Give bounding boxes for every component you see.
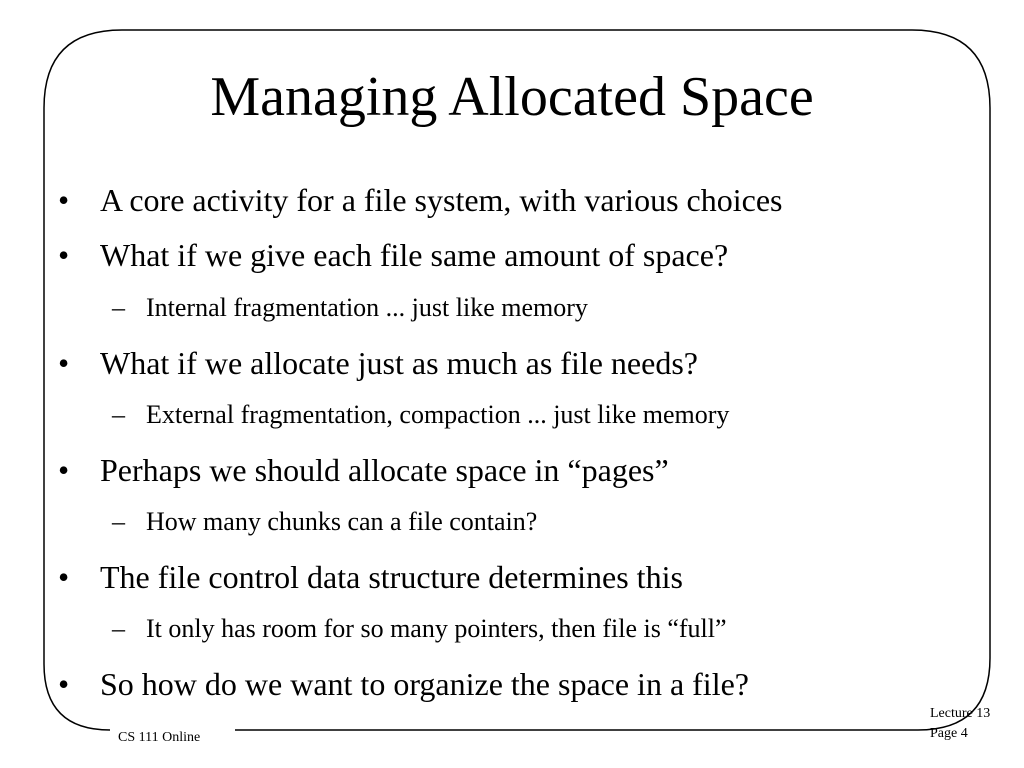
- sub-bullet-marker: –: [112, 400, 125, 429]
- bullet-text: Perhaps we should allocate space in “pages”: [100, 452, 669, 488]
- sub-bullet-text: How many chunks can a file contain?: [146, 507, 538, 536]
- sub-bullet-text: It only has room for so many pointers, then file is “full”: [146, 614, 727, 643]
- sub-bullet-text: External fragmentation, compaction ... just like memory: [146, 400, 730, 429]
- lecture-page-label: [930, 704, 990, 744]
- bullet-text: A core activity for a file system, with various choices: [100, 182, 783, 218]
- bullet-text: What if we give each file same amount of space?: [100, 237, 729, 273]
- bullet-marker: •: [58, 182, 70, 218]
- bullet-text: The file control data structure determines this: [100, 559, 683, 595]
- bullet-marker: •: [58, 237, 70, 273]
- sub-bullet-marker: –: [112, 614, 125, 643]
- bullet-marker: •: [58, 345, 70, 381]
- bullet-marker: •: [58, 559, 70, 595]
- bullet-marker: •: [58, 452, 70, 488]
- lecture-number: Lecture 13: [930, 706, 991, 721]
- slide-title: Managing Allocated Space: [210, 66, 814, 128]
- course-label: CS 111 Online: [118, 730, 201, 745]
- sub-bullet-marker: –: [112, 507, 125, 536]
- sub-bullet-text: Internal fragmentation ... just like memory: [146, 293, 588, 322]
- bullet-text: What if we allocate just as much as file needs?: [100, 345, 698, 381]
- sub-bullet-marker: –: [112, 293, 125, 322]
- bullet-marker: •: [58, 666, 70, 702]
- bullet-text: So how do we want to organize the space in a file?: [100, 666, 749, 702]
- page-number: Page 4: [930, 726, 968, 741]
